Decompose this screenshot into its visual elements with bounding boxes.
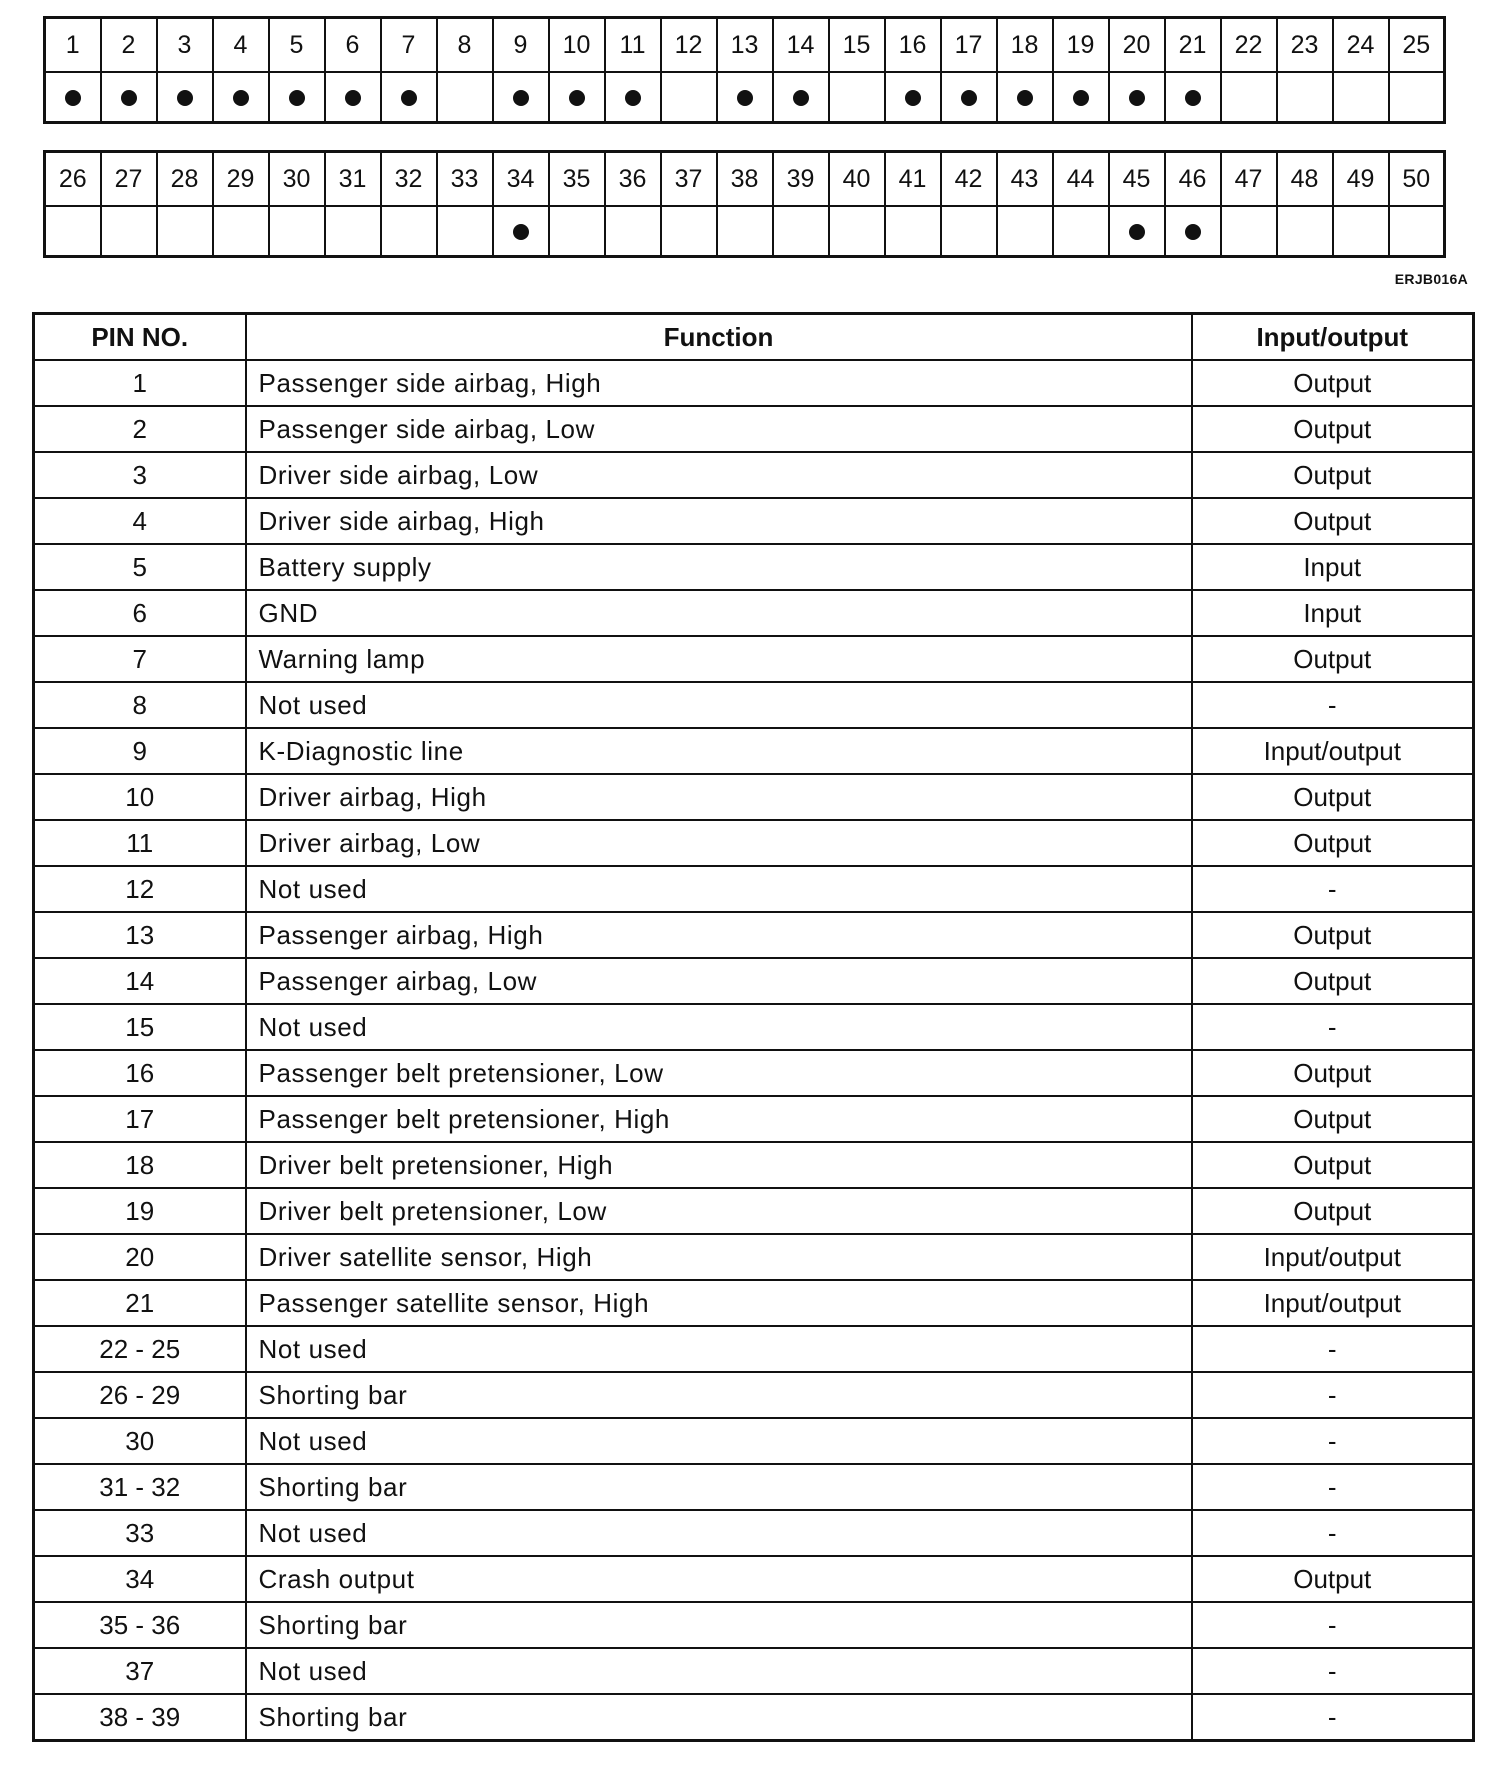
pin-function: Not used [246, 1510, 1192, 1556]
pin-number: 8 [34, 682, 246, 728]
table-row [34, 1142, 1474, 1188]
populated-pin-dot-icon [737, 90, 753, 106]
pin-io-type: - [1192, 1602, 1474, 1648]
pin-number-cell: 42 [941, 152, 997, 207]
pin-slot-cell [45, 72, 101, 123]
pin-function: Warning lamp [246, 636, 1192, 682]
pin-slot-cell [717, 206, 773, 257]
pin-io-type: - [1192, 866, 1474, 912]
pin-number: 16 [34, 1050, 246, 1096]
pin-number-cell: 23 [1277, 18, 1333, 73]
pin-number: 12 [34, 866, 246, 912]
pin-function: Driver airbag, High [246, 774, 1192, 820]
table-row [34, 1234, 1474, 1280]
populated-pin-dot-icon [793, 90, 809, 106]
pin-number: 3 [34, 452, 246, 498]
pin-slot-cell [1277, 206, 1333, 257]
pin-number-cell: 16 [885, 18, 941, 73]
table-row [34, 774, 1474, 820]
pin-io-type: - [1192, 1372, 1474, 1418]
pin-io-type: Output [1192, 1142, 1474, 1188]
populated-pin-dot-icon [961, 90, 977, 106]
table-row [34, 1464, 1474, 1510]
pin-slot-cell [213, 72, 269, 123]
pin-slot-cell [157, 72, 213, 123]
pin-io-type: Input [1192, 544, 1474, 590]
table-row [34, 682, 1474, 728]
pin-number-cell: 47 [1221, 152, 1277, 207]
pin-number-cell: 46 [1165, 152, 1221, 207]
populated-pin-dot-icon [289, 90, 305, 106]
table-row [34, 728, 1474, 774]
pin-number-cell: 9 [493, 18, 549, 73]
pin-number: 5 [34, 544, 246, 590]
pin-number: 20 [34, 1234, 246, 1280]
pin-slot-cell [997, 72, 1053, 123]
pin-slot-cell [1277, 72, 1333, 123]
pin-function: Shorting bar [246, 1372, 1192, 1418]
pin-slot-cell [1221, 72, 1277, 123]
pin-io-type: Output [1192, 360, 1474, 406]
pin-number: 34 [34, 1556, 246, 1602]
connector-row-2 [43, 150, 1446, 258]
table-row [34, 452, 1474, 498]
pin-io-type: Input/output [1192, 1280, 1474, 1326]
pin-function: Driver belt pretensioner, Low [246, 1188, 1192, 1234]
pin-function: Passenger airbag, High [246, 912, 1192, 958]
pin-slot-cell [213, 206, 269, 257]
pin-populated-row [45, 206, 1445, 257]
header-input-output: Input/output [1192, 314, 1474, 361]
pin-number-cell: 32 [381, 152, 437, 207]
pin-slot-cell [1053, 206, 1109, 257]
pin-function: Not used [246, 1418, 1192, 1464]
pin-io-type: - [1192, 1004, 1474, 1050]
pin-number: 26 - 29 [34, 1372, 246, 1418]
pin-number: 15 [34, 1004, 246, 1050]
pin-number: 11 [34, 820, 246, 866]
pin-number: 4 [34, 498, 246, 544]
pin-number-cell: 41 [885, 152, 941, 207]
pin-number-cell: 40 [829, 152, 885, 207]
populated-pin-dot-icon [1185, 90, 1201, 106]
pin-number-cell: 38 [717, 152, 773, 207]
pin-slot-cell [1221, 206, 1277, 257]
pin-slot-cell [605, 206, 661, 257]
pin-number: 14 [34, 958, 246, 1004]
pin-number: 19 [34, 1188, 246, 1234]
connector-row-1 [43, 16, 1446, 124]
pin-number-cell: 7 [381, 18, 437, 73]
pin-number-cell: 43 [997, 152, 1053, 207]
pin-io-type: Input [1192, 590, 1474, 636]
pin-slot-cell [661, 72, 717, 123]
pin-number: 7 [34, 636, 246, 682]
header-function: Function [246, 314, 1192, 361]
pin-number-cell: 12 [661, 18, 717, 73]
populated-pin-dot-icon [1185, 224, 1201, 240]
pin-slot-cell [381, 206, 437, 257]
pin-number-cell: 49 [1333, 152, 1389, 207]
pin-io-type: Output [1192, 1188, 1474, 1234]
pin-slot-cell [157, 206, 213, 257]
header-pin-no: PIN NO. [34, 314, 246, 361]
pin-number-cell: 45 [1109, 152, 1165, 207]
pin-slot-cell [493, 72, 549, 123]
pin-number-cell: 39 [773, 152, 829, 207]
pin-function: Shorting bar [246, 1602, 1192, 1648]
pin-function: Passenger belt pretensioner, High [246, 1096, 1192, 1142]
pin-slot-cell [45, 206, 101, 257]
populated-pin-dot-icon [177, 90, 193, 106]
pin-io-type: Output [1192, 958, 1474, 1004]
pin-number: 18 [34, 1142, 246, 1188]
pin-number-cell: 24 [1333, 18, 1389, 73]
pin-number: 22 - 25 [34, 1326, 246, 1372]
populated-pin-dot-icon [65, 90, 81, 106]
pin-number: 38 - 39 [34, 1694, 246, 1741]
table-row [34, 1004, 1474, 1050]
populated-pin-dot-icon [1017, 90, 1033, 106]
pin-number: 21 [34, 1280, 246, 1326]
pin-slot-cell [1165, 72, 1221, 123]
pin-function: Passenger airbag, Low [246, 958, 1192, 1004]
pin-slot-cell [1333, 72, 1389, 123]
pin-slot-cell [1333, 206, 1389, 257]
pin-slot-cell [493, 206, 549, 257]
pin-io-type: Input/output [1192, 1234, 1474, 1280]
pin-io-type: Output [1192, 406, 1474, 452]
pin-number-cell: 25 [1389, 18, 1445, 73]
pin-number-cell: 28 [157, 152, 213, 207]
populated-pin-dot-icon [569, 90, 585, 106]
pin-slot-cell [829, 206, 885, 257]
pin-slot-cell [549, 206, 605, 257]
pin-function: Not used [246, 1648, 1192, 1694]
pin-function: K-Diagnostic line [246, 728, 1192, 774]
populated-pin-dot-icon [625, 90, 641, 106]
pin-function: Driver side airbag, Low [246, 452, 1192, 498]
pin-function: Not used [246, 866, 1192, 912]
pin-slot-cell [549, 72, 605, 123]
populated-pin-dot-icon [121, 90, 137, 106]
pin-number-cell: 11 [605, 18, 661, 73]
figure-code: ERJB016A [1394, 271, 1468, 287]
pin-number-cell: 10 [549, 18, 605, 73]
table-row [34, 1648, 1474, 1694]
pin-slot-cell [1389, 72, 1445, 123]
pin-slot-cell [1389, 206, 1445, 257]
pin-slot-cell [437, 206, 493, 257]
populated-pin-dot-icon [1073, 90, 1089, 106]
pin-number-cell: 3 [157, 18, 213, 73]
populated-pin-dot-icon [905, 90, 921, 106]
pin-number-cell: 19 [1053, 18, 1109, 73]
pin-io-type: Output [1192, 498, 1474, 544]
pin-slot-cell [1109, 206, 1165, 257]
table-row [34, 958, 1474, 1004]
pin-io-type: - [1192, 1694, 1474, 1741]
pin-number-cell: 6 [325, 18, 381, 73]
table-row [34, 1510, 1474, 1556]
pin-slot-cell [829, 72, 885, 123]
pin-number: 13 [34, 912, 246, 958]
pin-function: Passenger side airbag, High [246, 360, 1192, 406]
pin-number-cell: 4 [213, 18, 269, 73]
pin-number: 37 [34, 1648, 246, 1694]
pin-populated-row [45, 72, 1445, 123]
pin-slot-cell [269, 72, 325, 123]
table-row [34, 1694, 1474, 1741]
pin-number-cell: 30 [269, 152, 325, 207]
pin-function-table [32, 312, 1475, 1742]
table-row [34, 1096, 1474, 1142]
pin-number-cell: 2 [101, 18, 157, 73]
pin-number-cell: 26 [45, 152, 101, 207]
pin-number-row [45, 18, 1445, 73]
pin-slot-cell [101, 72, 157, 123]
pin-function: Driver side airbag, High [246, 498, 1192, 544]
table-row [34, 1602, 1474, 1648]
pin-number-cell: 35 [549, 152, 605, 207]
pin-slot-cell [437, 72, 493, 123]
pin-slot-cell [605, 72, 661, 123]
pin-io-type: Output [1192, 636, 1474, 682]
pin-number-cell: 44 [1053, 152, 1109, 207]
table-row [34, 912, 1474, 958]
pin-number: 31 - 32 [34, 1464, 246, 1510]
pin-function: Driver satellite sensor, High [246, 1234, 1192, 1280]
pin-io-type: - [1192, 1418, 1474, 1464]
pin-io-type: - [1192, 1464, 1474, 1510]
pin-number-cell: 20 [1109, 18, 1165, 73]
pin-function: Driver airbag, Low [246, 820, 1192, 866]
populated-pin-dot-icon [401, 90, 417, 106]
pin-number-cell: 29 [213, 152, 269, 207]
pin-number-cell: 31 [325, 152, 381, 207]
pin-number-cell: 5 [269, 18, 325, 73]
pin-number: 1 [34, 360, 246, 406]
pin-number-cell: 8 [437, 18, 493, 73]
pin-number-cell: 48 [1277, 152, 1333, 207]
table-row [34, 406, 1474, 452]
table-row [34, 1050, 1474, 1096]
pin-function: Not used [246, 1326, 1192, 1372]
table-row [34, 1418, 1474, 1464]
pin-number: 30 [34, 1418, 246, 1464]
pin-function: Not used [246, 682, 1192, 728]
table-row [34, 866, 1474, 912]
pin-slot-cell [269, 206, 325, 257]
pin-function: Driver belt pretensioner, High [246, 1142, 1192, 1188]
pin-io-type: Output [1192, 912, 1474, 958]
pin-slot-cell [661, 206, 717, 257]
pin-function: GND [246, 590, 1192, 636]
pin-number-cell: 18 [997, 18, 1053, 73]
table-row [34, 498, 1474, 544]
pin-number: 6 [34, 590, 246, 636]
pin-io-type: Output [1192, 452, 1474, 498]
pin-function: Shorting bar [246, 1694, 1192, 1741]
pin-function: Shorting bar [246, 1464, 1192, 1510]
pin-number-cell: 34 [493, 152, 549, 207]
pin-slot-cell [885, 206, 941, 257]
pin-io-type: Output [1192, 774, 1474, 820]
pin-number-cell: 17 [941, 18, 997, 73]
table-row [34, 1556, 1474, 1602]
pin-slot-cell [381, 72, 437, 123]
pin-number: 17 [34, 1096, 246, 1142]
pin-number-cell: 33 [437, 152, 493, 207]
pin-number-cell: 37 [661, 152, 717, 207]
pin-function: Battery supply [246, 544, 1192, 590]
pin-number-cell: 21 [1165, 18, 1221, 73]
pin-slot-cell [773, 206, 829, 257]
pin-number: 10 [34, 774, 246, 820]
table-row [34, 1326, 1474, 1372]
pin-number-cell: 27 [101, 152, 157, 207]
pin-slot-cell [717, 72, 773, 123]
populated-pin-dot-icon [233, 90, 249, 106]
pin-number: 9 [34, 728, 246, 774]
pin-number-cell: 13 [717, 18, 773, 73]
pin-slot-cell [1109, 72, 1165, 123]
pin-function: Crash output [246, 1556, 1192, 1602]
populated-pin-dot-icon [1129, 90, 1145, 106]
pin-function: Not used [246, 1004, 1192, 1050]
pin-slot-cell [941, 206, 997, 257]
table-row [34, 590, 1474, 636]
pin-slot-cell [1053, 72, 1109, 123]
table-row [34, 1280, 1474, 1326]
pin-io-type: Input/output [1192, 728, 1474, 774]
pin-number-cell: 1 [45, 18, 101, 73]
pin-slot-cell [325, 72, 381, 123]
table-row [34, 360, 1474, 406]
pin-function: Passenger satellite sensor, High [246, 1280, 1192, 1326]
pin-io-type: - [1192, 1648, 1474, 1694]
table-header-row [34, 314, 1474, 361]
table-row [34, 820, 1474, 866]
pin-io-type: Output [1192, 1556, 1474, 1602]
pin-number-cell: 50 [1389, 152, 1445, 207]
pin-number-row [45, 152, 1445, 207]
pin-number-cell: 22 [1221, 18, 1277, 73]
pin-slot-cell [941, 72, 997, 123]
populated-pin-dot-icon [513, 90, 529, 106]
pin-function: Passenger side airbag, Low [246, 406, 1192, 452]
table-row [34, 544, 1474, 590]
pin-io-type: Output [1192, 1096, 1474, 1142]
table-row [34, 1188, 1474, 1234]
pin-slot-cell [325, 206, 381, 257]
populated-pin-dot-icon [1129, 224, 1145, 240]
pin-slot-cell [101, 206, 157, 257]
pin-number-cell: 14 [773, 18, 829, 73]
pin-io-type: Output [1192, 1050, 1474, 1096]
pin-slot-cell [997, 206, 1053, 257]
pin-io-type: - [1192, 682, 1474, 728]
pin-number-cell: 15 [829, 18, 885, 73]
pin-number-cell: 36 [605, 152, 661, 207]
pin-function: Passenger belt pretensioner, Low [246, 1050, 1192, 1096]
pin-number: 33 [34, 1510, 246, 1556]
pin-number: 35 - 36 [34, 1602, 246, 1648]
populated-pin-dot-icon [513, 224, 529, 240]
table-row [34, 1372, 1474, 1418]
pin-number: 2 [34, 406, 246, 452]
pin-io-type: - [1192, 1326, 1474, 1372]
populated-pin-dot-icon [345, 90, 361, 106]
pin-io-type: Output [1192, 820, 1474, 866]
pin-slot-cell [885, 72, 941, 123]
pin-io-type: - [1192, 1510, 1474, 1556]
pin-slot-cell [773, 72, 829, 123]
pin-slot-cell [1165, 206, 1221, 257]
table-row [34, 636, 1474, 682]
